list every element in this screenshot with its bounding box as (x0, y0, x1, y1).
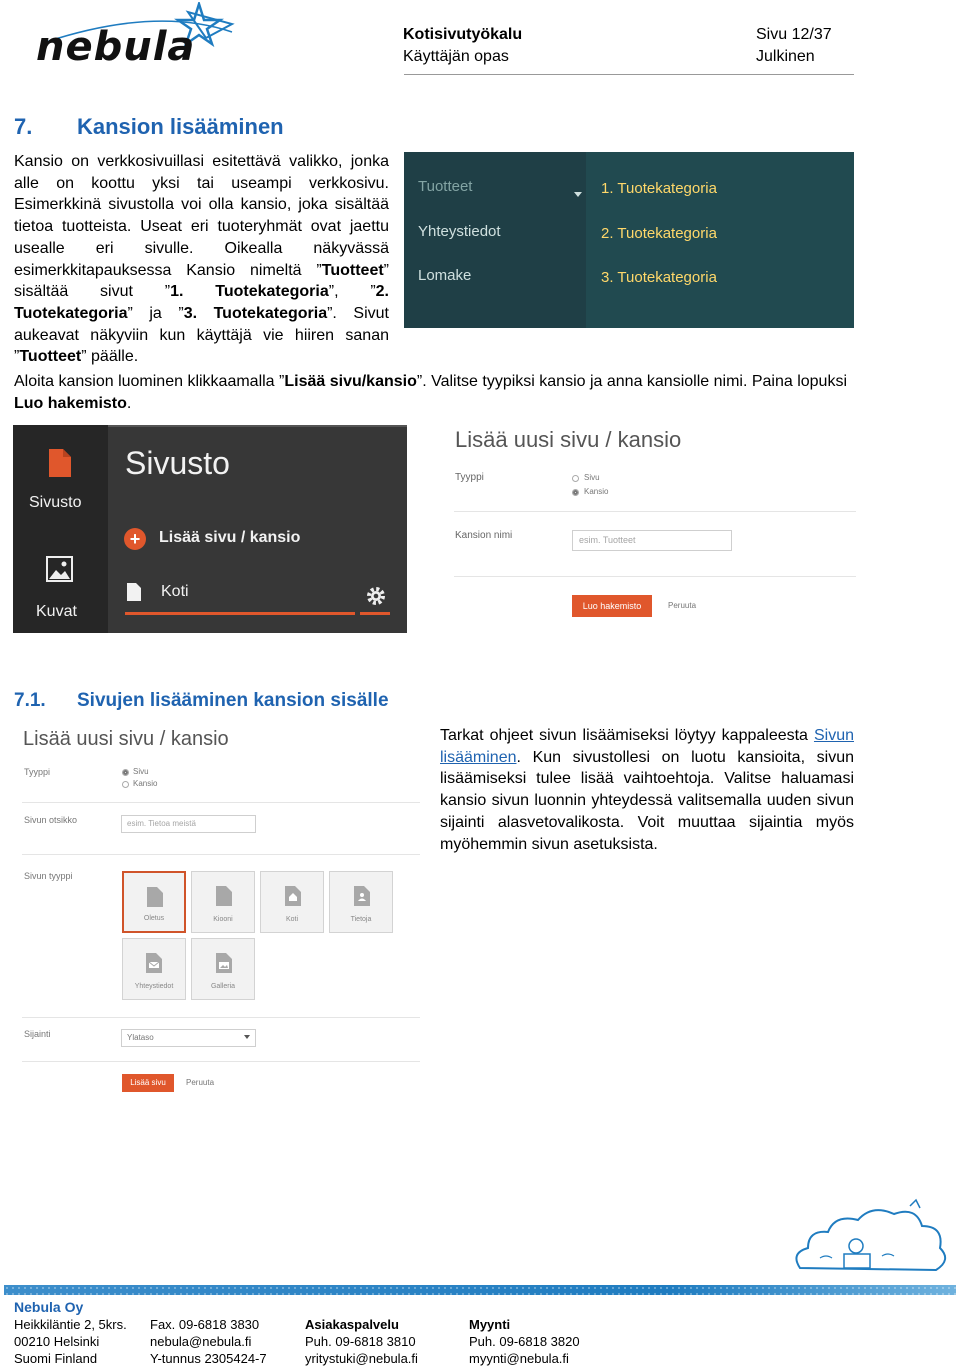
image-page-icon (216, 953, 232, 973)
page-item-koti[interactable]: Koti (161, 583, 189, 600)
logo-text: nebula (36, 24, 196, 70)
email[interactable]: nebula@nebula.fi (150, 1334, 252, 1349)
submenu-item-1: 1. Tuotekategoria (601, 180, 717, 197)
divider (22, 1017, 420, 1018)
sales-phone: Puh. 09-6818 3820 (469, 1334, 580, 1349)
add-page-folder-button[interactable]: Lisää sivu / kansio (159, 529, 301, 546)
person-page-icon (354, 886, 370, 906)
caret-down-icon (574, 192, 582, 197)
business-id: Y-tunnus 2305424-7 (150, 1351, 267, 1366)
tile-label: Yhteystiedot (134, 983, 174, 990)
doc-title: Kotisivutyökalu (403, 26, 523, 43)
gear-underline (360, 612, 390, 615)
tile-label: Tietoja (350, 916, 372, 923)
page-icon (127, 583, 141, 606)
radio-kansio[interactable] (122, 781, 129, 788)
subsection-number: 7.1. (14, 690, 46, 711)
page-icon (216, 886, 232, 906)
add-page-button[interactable]: Lisää sivu (122, 1074, 174, 1092)
footer-support (305, 1316, 418, 1367)
folder-name-label: Kansion nimi (455, 530, 513, 541)
image-icon (46, 556, 73, 587)
form-title: Lisää uusi sivu / kansio (455, 427, 682, 452)
page-underline (125, 612, 355, 615)
location-select[interactable] (121, 1029, 256, 1047)
panel-heading: Sivusto (125, 445, 230, 481)
page-number: Sivu 12/37 (756, 26, 832, 43)
footer-address (14, 1316, 127, 1367)
page-type-label: Sivun tyyppi (24, 871, 73, 881)
radio-sivu[interactable] (572, 475, 579, 482)
support-email[interactable]: yritystuki@nebula.fi (305, 1351, 418, 1366)
create-folder-button[interactable]: Luo hakemisto (572, 595, 652, 617)
tile-galleria[interactable] (191, 938, 255, 1000)
home-page-icon (285, 886, 301, 906)
tile-label: Kiooni (213, 916, 233, 923)
tile-koti[interactable] (260, 871, 324, 933)
sales-email[interactable]: myynti@nebula.fi (469, 1351, 569, 1366)
tile-yhteystiedot[interactable] (122, 938, 186, 1000)
footer-contact (150, 1316, 267, 1367)
footer-company: Nebula Oy (14, 1299, 84, 1315)
gear-icon[interactable] (365, 585, 387, 612)
sales-title: Myynti (469, 1317, 511, 1332)
sivusto-screenshot (13, 425, 407, 633)
divider (454, 576, 856, 577)
subsection-paragraph: Tarkat ohjeet sivun lisäämiseksi löytyy kappaleesta Sivun lisääminen. Kun sivustollesi on luotu kansioita, sivun lisäämiseksi tulee lisää vaihtoehtoja. Valitse haluamasi kansio sivun luonnin yhteydessä valitsemalla uuden sivun sijainti alasvetovalikosta. Voit muuttaa sijaintia myös myöhemmin sivun asetuksista. (440, 727, 854, 853)
radio-kansio[interactable] (572, 489, 579, 496)
form-title: Lisää uusi sivu / kansio (23, 728, 229, 750)
cancel-link[interactable]: Peruuta (186, 1078, 215, 1087)
menu-example-screenshot (404, 152, 854, 328)
radio-kansio-label: Kansio (584, 487, 609, 496)
cloud-illustration (790, 1198, 955, 1288)
subsection-title: Sivujen lisääminen kansion sisälle (77, 690, 389, 711)
chevron-down-icon (244, 1035, 250, 1039)
section-number: 7. (14, 114, 33, 139)
tile-label: Galleria (210, 983, 236, 990)
add-circle-icon[interactable]: + (124, 528, 146, 550)
section-title: Kansion lisääminen (77, 114, 284, 139)
doc-subtitle: Käyttäjän opas (403, 48, 509, 65)
submenu-item-2: 2. Tuotekategoria (601, 225, 717, 242)
active-indicator (108, 425, 407, 427)
sivun-lisaaminen-link[interactable]: Sivun lisääminen (440, 727, 854, 766)
envelope-page-icon (146, 953, 162, 973)
type-label: Tyyppi (24, 767, 51, 777)
folder-form-screenshot (450, 425, 860, 635)
address-line: Heikkiläntie 2, 5krs. (14, 1317, 127, 1332)
instruction-paragraph: Aloita kansion luominen klikkaamalla ”Lisää sivu/kansio”. Valitse tyypiksi kansio ja anna kansiolle nimi. Paina lopuksi Luo hakemisto. (14, 373, 848, 412)
address-line: 00210 Helsinki (14, 1334, 100, 1349)
radio-kansio-label: Kansio (133, 779, 158, 788)
menu-item-tuotteet: Tuotteet (418, 178, 473, 195)
support-phone: Puh. 09-6818 3810 (305, 1334, 416, 1349)
radio-sivu-label: Sivu (584, 473, 600, 482)
menu-item-lomake: Lomake (418, 267, 472, 284)
document-icon (49, 449, 71, 482)
page-heading-input[interactable]: esim. Tietoa meistä (121, 815, 256, 833)
page-heading-label: Sivun otsikko (24, 815, 78, 825)
type-label: Tyyppi (455, 472, 484, 483)
tile-label: Oletus (143, 915, 165, 922)
divider (22, 854, 420, 855)
page-icon (147, 887, 163, 907)
page-form-screenshot (20, 725, 422, 1100)
nebula-logo (36, 2, 236, 68)
tile-oletus[interactable] (122, 871, 186, 933)
radio-sivu[interactable] (122, 769, 129, 776)
location-label: Sijainti (24, 1029, 51, 1039)
radio-sivu-label: Sivu (133, 767, 149, 776)
divider (22, 802, 420, 803)
folder-name-input[interactable]: esim. Tuotteet (572, 530, 732, 551)
address-line: Suomi Finland (14, 1351, 98, 1366)
intro-paragraph: Kansio on verkkosivuillasi esitettävä valikko, jonka alle on koottu yksi tai useampi verkkosivu. Esimerkkinä sivustolla voi olla kansio, joka sisältää tietoa tuotteista. Useat eri tuoteryhmät ovat jaettu usealle eri sivulle. Oikealla näkyvässä esimerkkitapauksessa Kansio nimeltä ”Tuotteet” sisältää sivut ”1. Tuotekategoria”, ”2. Tuotekategoria” ja ”3. Tuotekategoria”. Sivut aukeavat näkyviin kun käyttäjä vie hiiren sanan ”Tuotteet” päälle. (14, 153, 389, 366)
sidebar-item-sivusto[interactable]: Sivusto (29, 494, 82, 511)
footer-stripe-dots (4, 1285, 956, 1295)
footer-sales (469, 1316, 580, 1367)
tile-tietoja[interactable] (329, 871, 393, 933)
sidebar-item-kuvat[interactable]: Kuvat (36, 603, 77, 620)
cancel-link[interactable]: Peruuta (668, 601, 697, 610)
location-value: Ylataso (127, 1033, 154, 1042)
divider (22, 1061, 420, 1062)
classification: Julkinen (756, 48, 815, 65)
fax: Fax. 09-6818 3830 (150, 1317, 260, 1332)
header-rule (404, 74, 854, 75)
menu-item-yhteystiedot: Yhteystiedot (418, 223, 501, 240)
submenu-item-3: 3. Tuotekategoria (601, 269, 717, 286)
support-title: Asiakaspalvelu (305, 1317, 399, 1332)
tile-kiooni[interactable] (191, 871, 255, 933)
tile-label: Koti (285, 916, 299, 923)
divider (454, 511, 856, 512)
